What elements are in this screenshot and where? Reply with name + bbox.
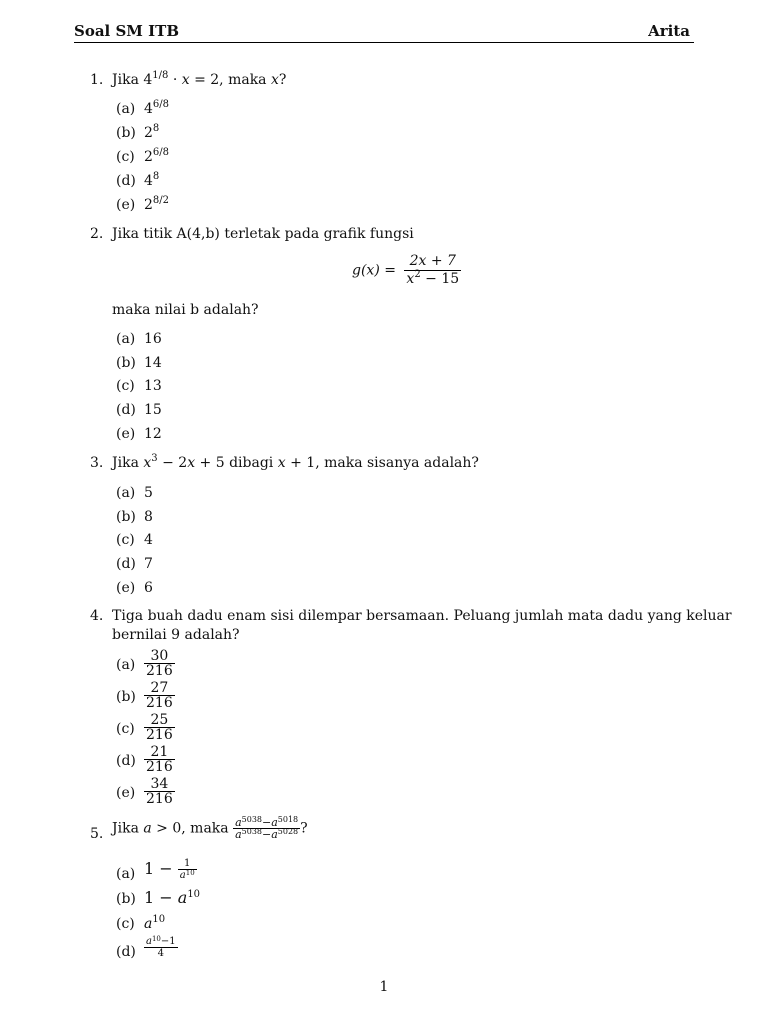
question-number: 2.	[90, 226, 104, 242]
option-value: 14	[144, 355, 162, 371]
header-author: Arita	[648, 22, 690, 40]
option-label: (e)	[116, 426, 136, 442]
option-fraction: $\frac{27}{216}$	[146, 680, 173, 711]
option-label: (d)	[116, 173, 136, 189]
question-number: 1.	[90, 72, 104, 88]
display-formula: g(x) = $\frac{2x + 7}{x^2 - 15}$	[352, 253, 460, 287]
option-value: 4	[144, 532, 153, 548]
option-label: (a)	[116, 101, 136, 117]
option-value: $a^{10}$	[144, 914, 166, 932]
option-fraction: $\frac{30}{216}$	[146, 648, 173, 679]
option-value: 8	[144, 509, 153, 525]
option-value: $4^{6/8}$	[144, 99, 170, 117]
option-label: (b)	[116, 689, 136, 705]
option-value: 1 − $\frac{1}{a^{10}}$	[144, 858, 195, 881]
question-prompt: Jika titik A(4,b) terletak pada grafik fungsi	[112, 226, 414, 242]
header-title: Soal SM ITB	[74, 22, 179, 40]
option-value: $2^{8/2}$	[144, 195, 170, 213]
prompt-fraction: $\frac{a^{5038}-a^{5018}}{a^{5038}-a^{5028}}$	[235, 815, 299, 841]
question-prompt-line-2: bernilai 9 adalah?	[112, 627, 240, 643]
option-label: (c)	[116, 916, 135, 932]
option-value: $4^8$	[144, 171, 160, 189]
option-label: (b)	[116, 509, 136, 525]
option-label: (b)	[116, 355, 136, 371]
option-label: (e)	[116, 197, 136, 213]
option-label: (d)	[116, 556, 136, 572]
page-number: 1	[379, 979, 389, 995]
question-prompt: Jika a > 0, maka $\frac{a^{5038}-a^{5018}}{a^{5038}-a^{5028}}$ ?	[112, 815, 308, 841]
option-value: $2^{6/8}$	[144, 147, 170, 165]
option-label: (a)	[116, 866, 136, 882]
option-fraction: $\frac{34}{216}$	[146, 776, 173, 807]
option-value: 7	[144, 556, 153, 572]
option-label: (c)	[116, 532, 135, 548]
option-value: $2^8$	[144, 123, 160, 141]
question-prompt-line-1: Tiga buah dadu enam sisi dilempar bersamaan. Peluang jumlah mata dadu yang keluar	[112, 608, 732, 624]
option-label: (b)	[116, 891, 136, 907]
question-number: 4.	[90, 608, 104, 624]
option-value: 15	[144, 402, 162, 418]
option-value: 12	[144, 426, 162, 442]
option-label: (e)	[116, 785, 136, 801]
option-label: (c)	[116, 378, 135, 394]
option-label: (d)	[116, 402, 136, 418]
header-rule	[74, 42, 694, 43]
formula-fraction: $\frac{2x + 7}{x^2 - 15}$	[406, 253, 460, 287]
option-label: (b)	[116, 125, 136, 141]
option-value: 5	[144, 485, 153, 501]
option-label: (d)	[116, 753, 136, 769]
option-value: $1 - a^{10}$	[144, 888, 201, 907]
option-label: (e)	[116, 580, 136, 596]
option-label: (d)	[116, 944, 136, 960]
option-label: (c)	[116, 721, 135, 737]
question-prompt: Jika $4^{1/8} \cdot x = 2$, maka x?	[112, 70, 287, 88]
option-value: 13	[144, 378, 162, 394]
question-number: 5.	[90, 826, 104, 842]
option-fraction: $\frac{a^{10}-1}{4}$	[146, 935, 176, 959]
question-number: 3.	[90, 455, 104, 471]
option-label: (c)	[116, 149, 135, 165]
option-label: (a)	[116, 331, 136, 347]
option-label: (a)	[116, 657, 136, 673]
option-label: (a)	[116, 485, 136, 501]
question-followup: maka nilai b adalah?	[112, 302, 259, 318]
option-fraction: $\frac{21}{216}$	[146, 744, 173, 775]
option-value: 6	[144, 580, 153, 596]
question-prompt: Jika $x^3 - 2x + 5$ dibagi x + 1, maka sisanya adalah?	[112, 453, 479, 471]
option-value: 16	[144, 331, 162, 347]
option-fraction: $\frac{25}{216}$	[146, 712, 173, 743]
